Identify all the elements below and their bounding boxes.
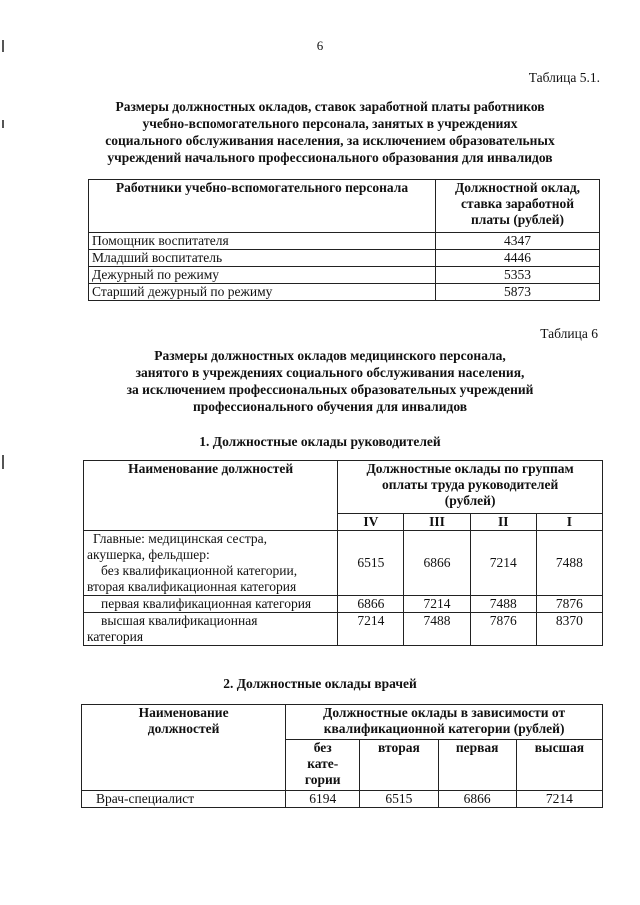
table-row	[89, 233, 600, 250]
title-line: Размеры должностных окладов медицинского персонала,	[154, 348, 506, 363]
title-line: за исключением профессиональных образовательных учреждений	[126, 382, 534, 397]
group-label: II	[470, 514, 536, 531]
position-name: Старший дежурный по режиму	[89, 284, 436, 301]
scan-edge-marks	[0, 0, 8, 905]
header-line: Должностной оклад,	[454, 180, 581, 195]
salary-value: 6515	[338, 531, 404, 596]
position-name: Помощник воспитателя	[89, 233, 436, 250]
header-line: гории	[304, 772, 341, 787]
salary-value: 7488	[470, 596, 536, 613]
page-number: 6	[316, 38, 324, 53]
salary-value: 7214	[404, 596, 470, 613]
salary-value: 6515	[360, 791, 438, 808]
table-label: Таблица 5.1.	[528, 70, 600, 85]
column-header	[82, 705, 286, 791]
position-name	[84, 613, 338, 646]
column-header	[436, 180, 600, 233]
salary-value: 5873	[436, 284, 600, 301]
table-header-row	[89, 180, 600, 233]
table-row	[89, 284, 600, 301]
title-line: учебно-вспомогательного персонала, занятых в учреждениях	[142, 116, 518, 131]
salary-value: 7488	[536, 531, 602, 596]
salary-value: 7214	[470, 531, 536, 596]
title-line: Размеры должностных окладов, ставок заработной платы работников	[115, 99, 545, 114]
header-line: Наименование	[138, 705, 229, 720]
header-line: высшая	[534, 740, 585, 755]
salary-value: 6194	[286, 791, 360, 808]
name-line: акушерка, фельдшер:	[87, 547, 210, 562]
table-row	[84, 613, 603, 646]
salary-value: 4446	[436, 250, 600, 267]
salary-value: 6866	[438, 791, 516, 808]
group-header	[338, 461, 603, 514]
staff-salary-table	[88, 179, 600, 301]
position-name: Врач-специалист	[82, 791, 286, 808]
header-line: кате-	[307, 756, 339, 771]
category-label	[360, 740, 438, 791]
doctors-salary-table	[81, 704, 603, 808]
header-line: оплаты труда руководителей	[382, 477, 559, 492]
column-header: Работники учебно-вспомогательного персонала	[89, 180, 436, 233]
header-line: должностей	[147, 721, 220, 736]
header-line: Должностные оклады в зависимости от	[323, 705, 566, 720]
managers-salary-table	[83, 460, 603, 646]
position-name	[84, 596, 338, 613]
position-name: Младший воспитатель	[89, 250, 436, 267]
group-header	[286, 705, 603, 740]
section-heading: 2. Должностные оклады врачей	[223, 676, 417, 691]
name-line: вторая квалификационная категория	[87, 579, 297, 594]
category-label	[286, 740, 360, 791]
table-header-row	[82, 705, 603, 740]
header-line: первая	[455, 740, 499, 755]
salary-value: 7876	[470, 613, 536, 646]
position-name: Дежурный по режиму	[89, 267, 436, 284]
salary-value: 7488	[404, 613, 470, 646]
title-line: занятого в учреждениях социального обслуживания населения,	[135, 365, 525, 380]
table-row	[89, 250, 600, 267]
name-line: высшая квалификационная	[101, 613, 258, 628]
salary-value: 8370	[536, 613, 602, 646]
header-line: без	[313, 740, 332, 755]
name-line: категория	[87, 629, 144, 644]
salary-value: 7214	[338, 613, 404, 646]
name-line: первая квалификационная категория	[101, 596, 312, 611]
table-row	[89, 267, 600, 284]
position-name	[84, 531, 338, 596]
section-heading: 1. Должностные оклады руководителей	[199, 434, 441, 449]
group-label: III	[404, 514, 470, 531]
header-line: (рублей)	[444, 493, 496, 508]
salary-value: 7876	[536, 596, 602, 613]
header-line: вторая	[378, 740, 420, 755]
header-line: платы (рублей)	[471, 212, 564, 227]
salary-value: 6866	[404, 531, 470, 596]
salary-value: 6866	[338, 596, 404, 613]
table-row	[84, 596, 603, 613]
header-line: квалификационной категории (рублей)	[323, 721, 565, 736]
group-label: IV	[338, 514, 404, 531]
salary-value: 7214	[516, 791, 602, 808]
title-line: профессионального обучения для инвалидов	[192, 399, 468, 414]
column-header: Наименование должностей	[84, 461, 338, 531]
category-label	[516, 740, 602, 791]
header-line: ставка заработной	[460, 196, 575, 211]
table-row	[84, 531, 603, 596]
table-label: Таблица 6	[540, 326, 598, 341]
table-title	[60, 98, 600, 166]
table-title	[60, 347, 600, 415]
header-line: Должностные оклады по группам	[366, 461, 574, 476]
group-label: I	[536, 514, 602, 531]
salary-value: 4347	[436, 233, 600, 250]
title-line: учреждений начального профессионального образования для инвалидов	[107, 150, 553, 165]
name-line: без квалификационной категории,	[101, 563, 298, 578]
category-label	[438, 740, 516, 791]
table-row	[82, 791, 603, 808]
title-line: социального обслуживания населения, за исключением образовательных	[105, 133, 555, 148]
name-line: Главные: медицинская сестра,	[93, 531, 268, 546]
salary-value: 5353	[436, 267, 600, 284]
table-header-row	[84, 461, 603, 514]
